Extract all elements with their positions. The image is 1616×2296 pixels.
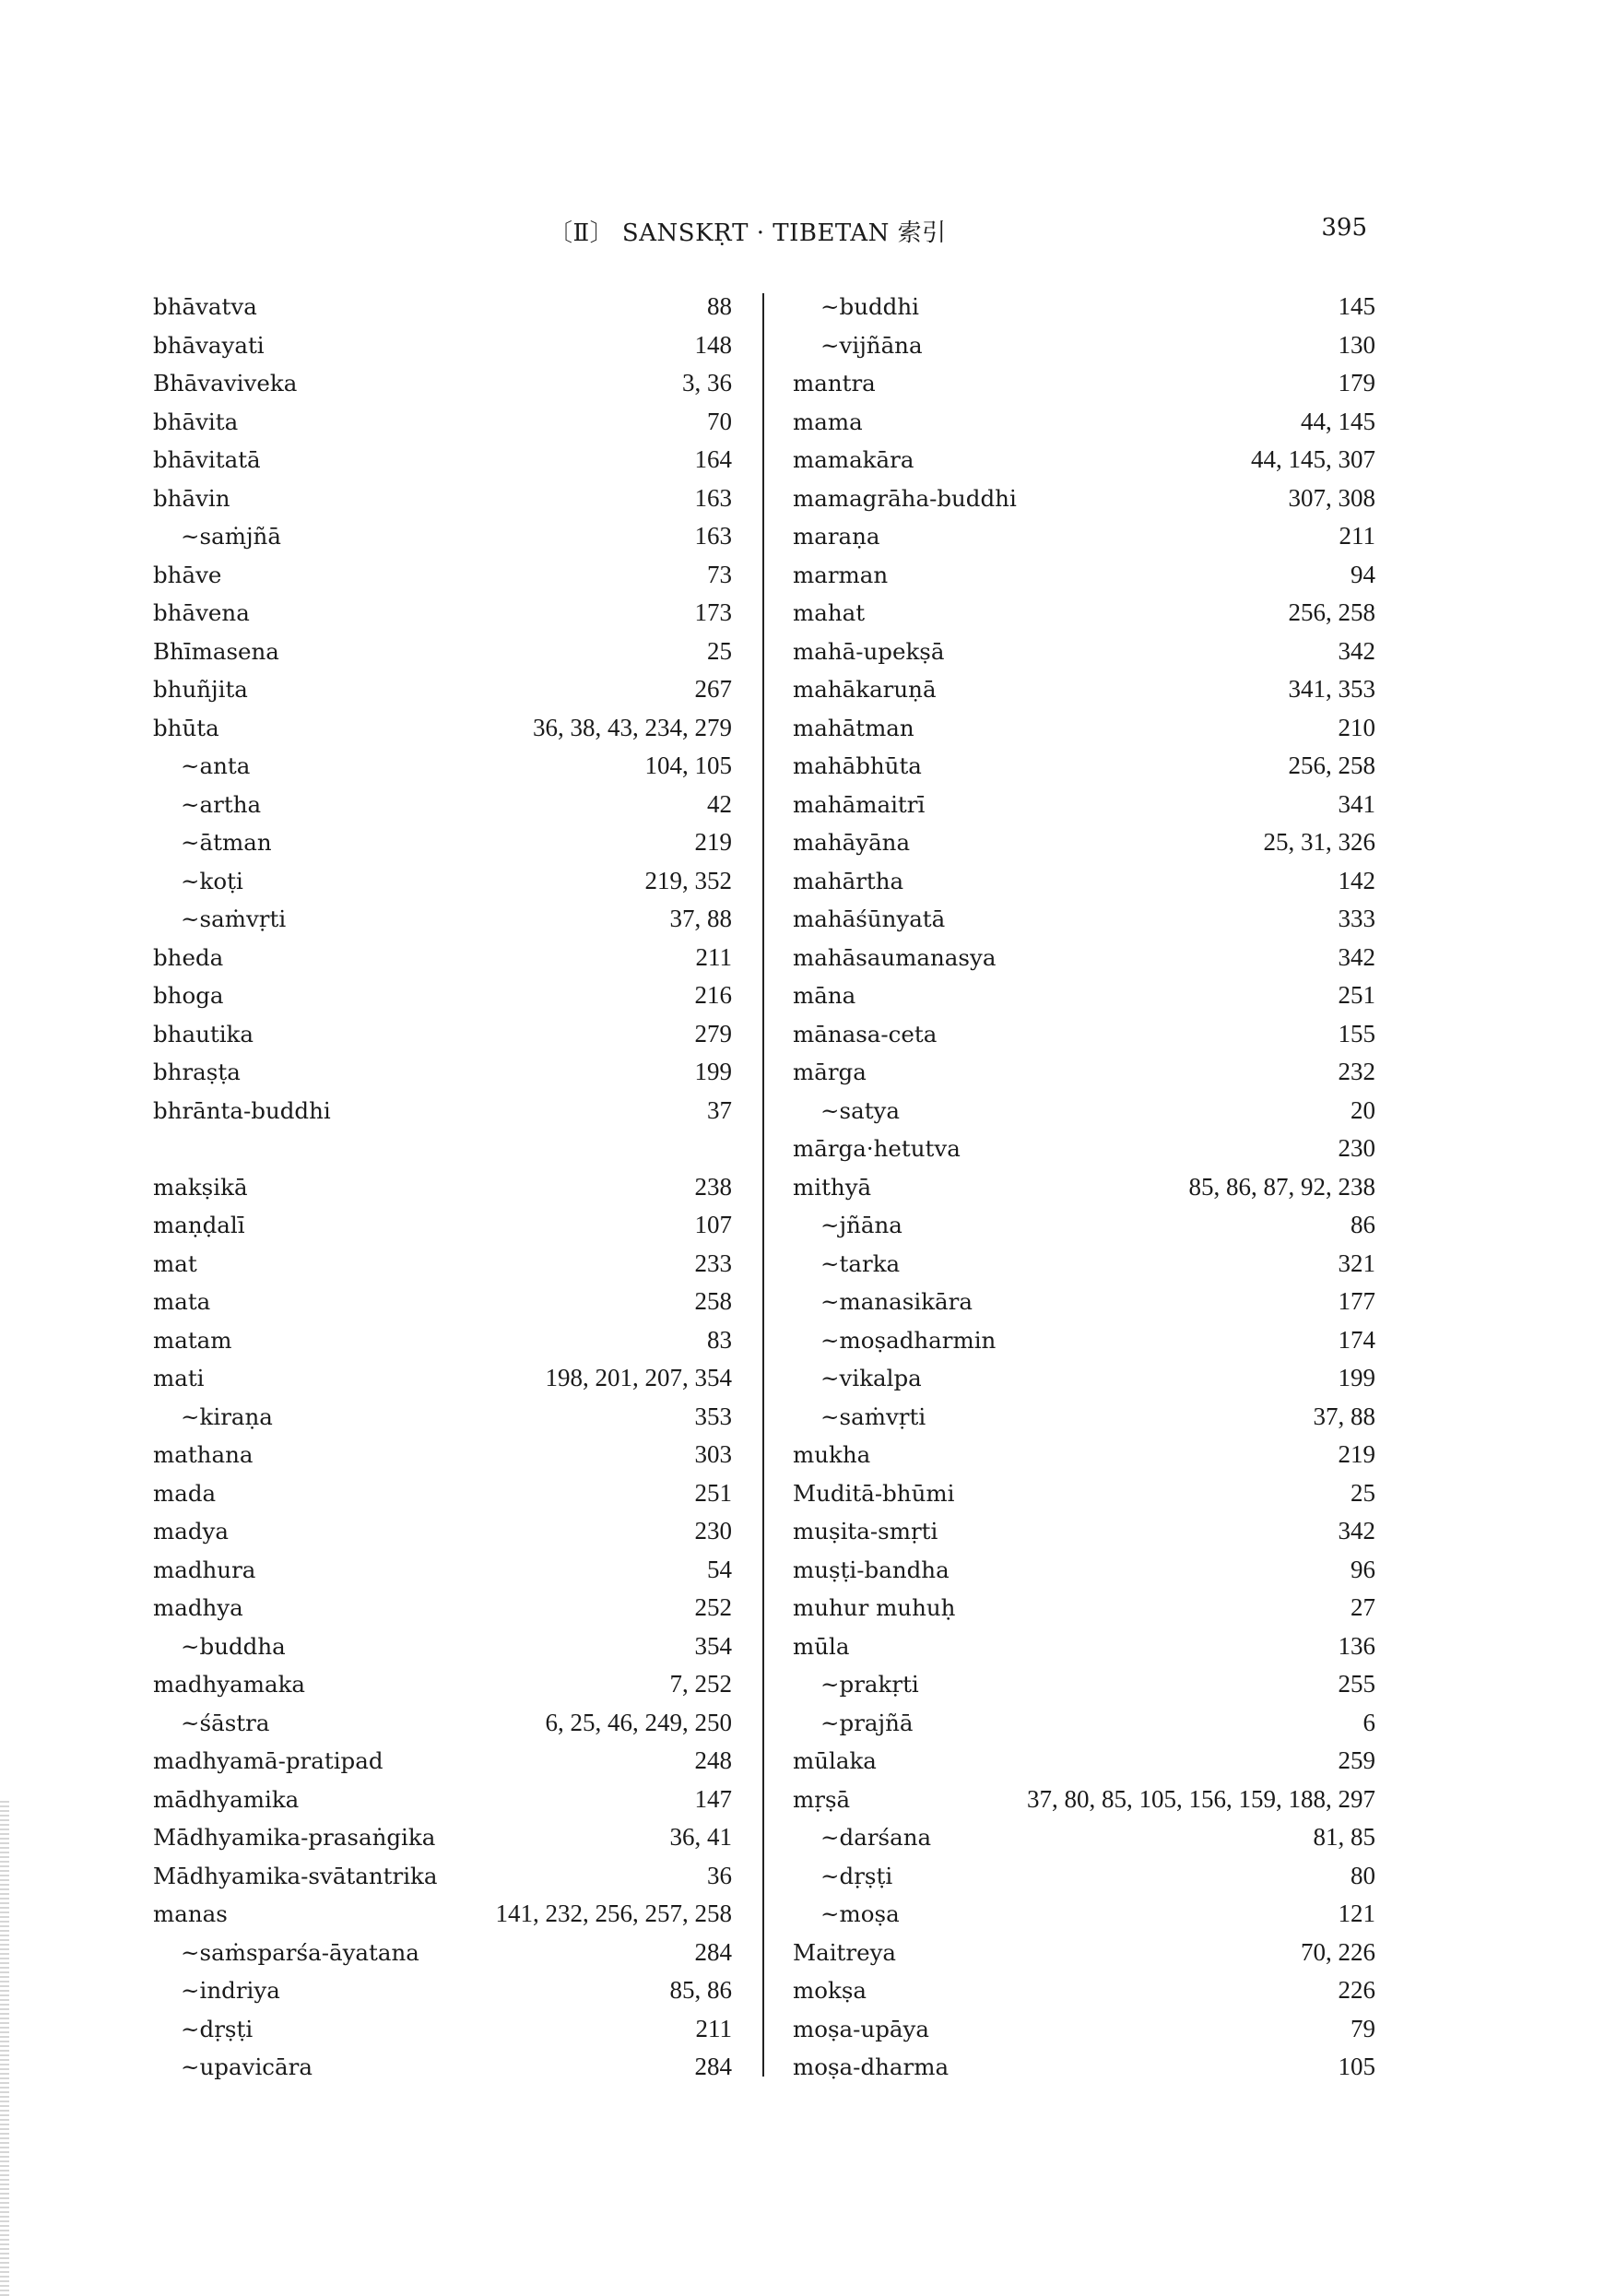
entry-term: ~jñāna [820,1212,902,1238]
entry-term: mahāsaumanasya [793,943,997,971]
entry-term: madya [153,1518,229,1544]
index-entry [793,2048,1375,2087]
entry-pages: 173 [694,598,732,626]
entry-term: ~moṣadharmin [820,1326,997,1354]
index-entry [153,1742,732,1781]
index-entry [153,1704,732,1743]
entry-pages: 121 [1338,1900,1375,1927]
index-entry [153,1436,732,1474]
entry-term: bhāvatva [153,293,257,320]
index-entry [153,2010,732,2049]
entry-pages: 248 [694,1746,732,1774]
entry-pages: 177 [1338,1287,1375,1315]
entry-pages: 211 [1339,522,1375,550]
index-entry [153,403,732,442]
index-entry [153,1053,732,1092]
entry-term: mama [793,408,863,435]
index-entry [793,786,1375,824]
index-entry [793,1704,1375,1743]
entry-pages: 83 [707,1325,732,1354]
entry-term: ~vijñāna [820,331,923,359]
index-entry [793,479,1375,518]
index-entry [153,670,732,709]
entry-term: ~anta [181,752,251,779]
index-entry [153,441,732,479]
entry-pages: 238 [694,1172,732,1201]
entry-term: ~dṛṣṭi [181,2015,254,2042]
entry-pages: 136 [1338,1631,1375,1660]
entry-pages: 199 [694,1058,732,1085]
entry-term: ~indriya [181,1977,280,2004]
entry-term: bhuñjita [153,676,248,703]
entry-pages: 81, 85 [1313,1823,1375,1851]
column-divider [762,293,764,2077]
entry-term: ~moṣa [820,1900,900,1927]
entry-pages: 85, 86, 87, 92, 238 [1188,1172,1375,1201]
entry-pages: 333 [1338,905,1375,932]
index-entry [153,1015,732,1054]
entry-pages: 7, 252 [669,1670,732,1698]
entry-term: ~saṁsparśa-āyatana [181,1938,419,1966]
entry-pages: 219 [694,828,732,856]
entry-term: ~satya [820,1096,901,1124]
entry-term: marman [793,561,889,588]
entry-term: bhāvita [153,408,239,435]
entry-term: ~artha [181,790,262,818]
index-entry [793,1130,1375,1168]
index-entry [793,1474,1375,1513]
entry-pages: 70, 226 [1301,1937,1375,1966]
entry-term: muhur muhuḥ [793,1594,956,1621]
index-entry [153,786,732,824]
entry-term: mahā-upekṣā [793,637,945,665]
index-entry [153,1895,732,1934]
entry-term: mamagrāha-buddhi [793,484,1017,512]
index-entry [793,1818,1375,1857]
index-entry [793,1857,1375,1896]
entry-pages: 279 [694,1019,732,1047]
index-entry [793,1934,1375,1972]
index-entry [153,1321,732,1360]
entry-pages: 163 [694,522,732,550]
entry-term: Mādhyamika-prasaṅgika [153,1824,436,1851]
blank-row [153,1130,732,1168]
entry-term: ~manasikāra [820,1288,973,1315]
entry-pages: 354 [694,1631,732,1660]
entry-pages: 88 [707,292,732,320]
entry-pages: 256, 258 [1288,752,1375,779]
entry-pages: 54 [707,1555,732,1583]
entry-pages: 258 [694,1287,732,1315]
entry-term: ~tarka [820,1249,901,1277]
index-entry [793,670,1375,709]
entry-pages: 252 [694,1593,732,1621]
index-entry [153,326,732,365]
index-entry [793,900,1375,939]
entry-pages: 37, 88 [669,905,732,932]
entry-term: mahābhūta [793,752,922,779]
entry-pages: 353 [694,1402,732,1430]
entry-pages: 73 [707,560,732,588]
entry-pages: 341 [1338,789,1375,818]
entry-term: ~saṁvṛti [181,905,287,932]
entry-term: manas [153,1900,228,1927]
index-entry [153,900,732,939]
index-entry [153,1398,732,1437]
entry-term: bhāvayati [153,331,265,359]
index-entry [793,1781,1375,1819]
index-entry [793,1206,1375,1245]
index-entry [153,1512,732,1551]
entry-pages: 44, 145, 307 [1251,445,1375,473]
entry-pages: 255 [1338,1670,1375,1698]
index-entry [153,364,732,403]
index-column-left [153,288,732,2087]
entry-term: bhraṣṭa [153,1059,241,1085]
entry-term: bheda [153,943,224,971]
entry-pages: 251 [694,1478,732,1507]
index-entry [153,709,732,748]
entry-term: muṣita-smṛti [793,1518,938,1544]
entry-pages: 36, 41 [669,1823,732,1851]
entry-term: bhāvin [153,484,230,512]
entry-pages: 341, 353 [1288,675,1375,703]
index-entry [793,1283,1375,1321]
index-entry [793,1895,1375,1934]
index-entry [153,1934,732,1972]
index-entry [153,288,732,326]
entry-pages: 6 [1362,1708,1375,1736]
entry-term: ~upavicāra [181,2053,313,2080]
entry-term: mata [153,1288,211,1315]
entry-term: Bhīmasena [153,637,279,665]
entry-pages: 164 [694,445,732,473]
index-entry [793,1092,1375,1130]
entry-pages: 104, 105 [644,752,732,779]
entry-term: mamakāra [793,446,914,473]
entry-term: mahākaruṇā [793,676,937,703]
index-entry [793,1512,1375,1551]
index-entry [153,976,732,1015]
entry-pages: 37 [707,1095,732,1124]
index-entry [153,633,732,671]
entry-pages: 219, 352 [644,866,732,894]
entry-pages: 307, 308 [1288,483,1375,512]
entry-term: ~ātman [181,829,272,856]
entry-pages: 219 [1338,1440,1375,1468]
entry-pages: 321 [1338,1249,1375,1277]
entry-term: ~buddhi [820,293,919,320]
entry-pages: 148 [694,330,732,359]
entry-pages: 233 [694,1249,732,1277]
entry-pages: 174 [1338,1325,1375,1354]
entry-term: bhrānta-buddhi [153,1096,331,1124]
entry-pages: 36, 38, 43, 234, 279 [533,713,732,741]
index-entry [153,939,732,977]
index-entry [793,517,1375,556]
entry-pages: 230 [694,1517,732,1544]
entry-term: mat [153,1249,197,1277]
entry-pages: 259 [1338,1746,1375,1774]
index-entry [153,1359,732,1398]
index-entry [793,403,1375,442]
entry-pages: 155 [1338,1019,1375,1047]
index-entry [793,1053,1375,1092]
index-column-right [793,288,1375,2087]
running-header [0,214,1616,251]
entry-pages: 284 [694,1937,732,1966]
index-entry [153,823,732,862]
index-entry [793,1321,1375,1360]
index-entry [793,709,1375,748]
entry-pages: 86 [1351,1211,1375,1238]
index-entry [153,1665,732,1704]
index-entry [793,1742,1375,1781]
index-entry [793,1398,1375,1437]
entry-pages: 27 [1351,1593,1375,1621]
entry-term: mokṣa [793,1977,867,2004]
index-entry [153,1283,732,1321]
index-entry [153,594,732,633]
entry-term: Muditā-bhūmi [793,1479,955,1507]
index-entry [793,1665,1375,1704]
entry-term: ~koṭi [181,867,243,894]
index-entry [793,1971,1375,2010]
entry-term: bhoga [153,982,224,1009]
entry-pages: 142 [1338,866,1375,894]
entry-term: ~saṁjñā [181,523,281,550]
entry-pages: 44, 145 [1301,407,1375,435]
index-entry [793,1436,1375,1474]
index-entry [153,2048,732,2087]
entry-term: maṇḍalī [153,1212,245,1238]
entry-pages: 141, 232, 256, 257, 258 [495,1900,732,1927]
index-entry [793,326,1375,365]
entry-pages: 211 [695,942,732,971]
entry-term: mārga [793,1059,867,1085]
entry-term: madhura [153,1556,256,1583]
entry-term: ~śāstra [181,1709,270,1736]
index-entry [153,556,732,595]
entry-term: mahāyāna [793,829,911,856]
index-entry [793,1245,1375,1284]
entry-term: ~kiraṇa [181,1402,273,1430]
entry-pages: 230 [1338,1134,1375,1162]
entry-term: moṣa-upāya [793,2015,929,2042]
entry-term: mūlaka [793,1747,877,1774]
entry-pages: 85, 86 [669,1976,732,2004]
index-entry [153,1627,732,1666]
index-entry [793,747,1375,786]
entry-pages: 145 [1338,292,1375,320]
entry-pages: 25, 31, 326 [1263,828,1375,856]
index-entry [793,823,1375,862]
index-entry [153,1818,732,1857]
index-entry [793,441,1375,479]
index-entry [793,1589,1375,1627]
entry-term: mādhyamika [153,1785,300,1813]
entry-term: matam [153,1326,232,1354]
entry-pages: 147 [694,1784,732,1813]
index-entry [153,1206,732,1245]
index-entry [793,594,1375,633]
entry-pages: 42 [707,789,732,818]
entry-pages: 25 [1351,1478,1375,1507]
index-entry [793,288,1375,326]
index-entry [153,479,732,518]
index-entry [153,1245,732,1284]
entry-pages: 70 [707,407,732,435]
page-number: 395 [1321,214,1367,242]
entry-term: māna [793,982,856,1009]
entry-pages: 130 [1338,330,1375,359]
entry-term: ~darśana [820,1824,932,1851]
entry-term: bhūta [153,714,219,741]
entry-term: Maitreya [793,1938,897,1966]
entry-pages: 342 [1338,1517,1375,1544]
index-entry [793,1551,1375,1590]
index-entry [153,1971,732,2010]
entry-pages: 211 [695,2014,732,2042]
entry-pages: 216 [694,981,732,1009]
entry-term: ~buddha [181,1632,286,1660]
index-entry [793,1627,1375,1666]
entry-term: Mādhyamika-svātantrika [153,1862,438,1889]
entry-term: ~dṛṣṭi [820,1862,893,1889]
entry-term: bhautika [153,1020,254,1047]
entry-pages: 25 [707,636,732,665]
entry-term: mahāśūnyatā [793,905,946,932]
entry-pages: 267 [694,675,732,703]
entry-pages: 256, 258 [1288,598,1375,626]
entry-term: mārga·hetutva [793,1135,961,1162]
entry-term: mahārtha [793,867,904,894]
index-entry [153,1589,732,1627]
entry-term: madhyamā-pratipad [153,1747,383,1774]
entry-pages: 3, 36 [682,369,732,396]
entry-pages: 163 [694,483,732,512]
entry-pages: 105 [1338,2053,1375,2080]
entry-pages: 232 [1338,1058,1375,1085]
entry-term: bhāvena [153,599,250,626]
entry-term: mada [153,1479,217,1507]
entry-pages: 342 [1338,636,1375,665]
index-entry [793,364,1375,403]
entry-pages: 107 [694,1211,732,1238]
entry-term: mithyā [793,1173,872,1201]
entry-term: muṣṭi-bandha [793,1556,950,1583]
entry-term: bhāve [153,561,222,588]
entry-pages: 179 [1338,369,1375,396]
entry-term: ~saṁvṛti [820,1402,926,1430]
index-entry [153,1092,732,1130]
entry-term: mantra [793,370,876,396]
index-entry [153,862,732,901]
entry-pages: 303 [694,1440,732,1468]
scan-edge-artifact [0,1798,9,2296]
entry-term: mukha [793,1441,871,1468]
index-entry [153,1857,732,1896]
index-entry [153,1781,732,1819]
header-title: 〔Ⅱ〕 SANSKṚT · TIBETAN 索引 [548,219,947,247]
entry-pages: 96 [1351,1555,1375,1583]
entry-pages: 6, 25, 46, 249, 250 [545,1708,732,1736]
entry-term: mṛṣā [793,1785,851,1813]
entry-term: maraṇa [793,523,880,550]
entry-pages: 37, 80, 85, 105, 156, 159, 188, 297 [1027,1784,1375,1813]
entry-term: Bhāvaviveka [153,370,298,396]
index-entry [153,1551,732,1590]
entry-pages: 94 [1351,560,1375,588]
entry-term: ~prajñā [820,1709,914,1736]
entry-pages: 20 [1351,1095,1375,1124]
entry-term: madhyamaka [153,1671,306,1698]
entry-pages: 80 [1351,1861,1375,1889]
entry-pages: 36 [707,1861,732,1889]
index-entry [793,556,1375,595]
entry-term: mahāmaitrī [793,790,926,818]
entry-term: bhāvitatā [153,446,261,473]
index-entry [153,1168,732,1207]
entry-term: mānasa-ceta [793,1020,938,1047]
entry-pages: 210 [1338,713,1375,741]
entry-term: madhya [153,1594,243,1621]
entry-pages: 342 [1338,942,1375,971]
index-entry [793,633,1375,671]
entry-term: mahātman [793,714,914,741]
index-entry [793,2010,1375,2049]
index-entry [793,1359,1375,1398]
entry-pages: 251 [1338,981,1375,1009]
entry-term: mathana [153,1441,254,1468]
index-entry [153,517,732,556]
entry-term: ~prakṛti [820,1671,919,1698]
index-entry [153,747,732,786]
entry-pages: 199 [1338,1364,1375,1391]
entry-term: mūla [793,1632,850,1660]
entry-term: mati [153,1365,205,1391]
entry-term: mahat [793,599,866,626]
index-entry [793,1015,1375,1054]
entry-term: makṣikā [153,1173,248,1201]
entry-pages: 226 [1338,1976,1375,2004]
index-entry [153,1474,732,1513]
entry-pages: 198, 201, 207, 354 [545,1364,732,1391]
index-entry [793,976,1375,1015]
entry-pages: 284 [694,2053,732,2080]
entry-pages: 37, 88 [1313,1402,1375,1430]
entry-pages: 79 [1351,2014,1375,2042]
index-entry [793,862,1375,901]
index-entry [793,939,1375,977]
index-entry [793,1168,1375,1207]
entry-term: ~vikalpa [820,1365,922,1391]
entry-term: moṣa-dharma [793,2053,950,2080]
